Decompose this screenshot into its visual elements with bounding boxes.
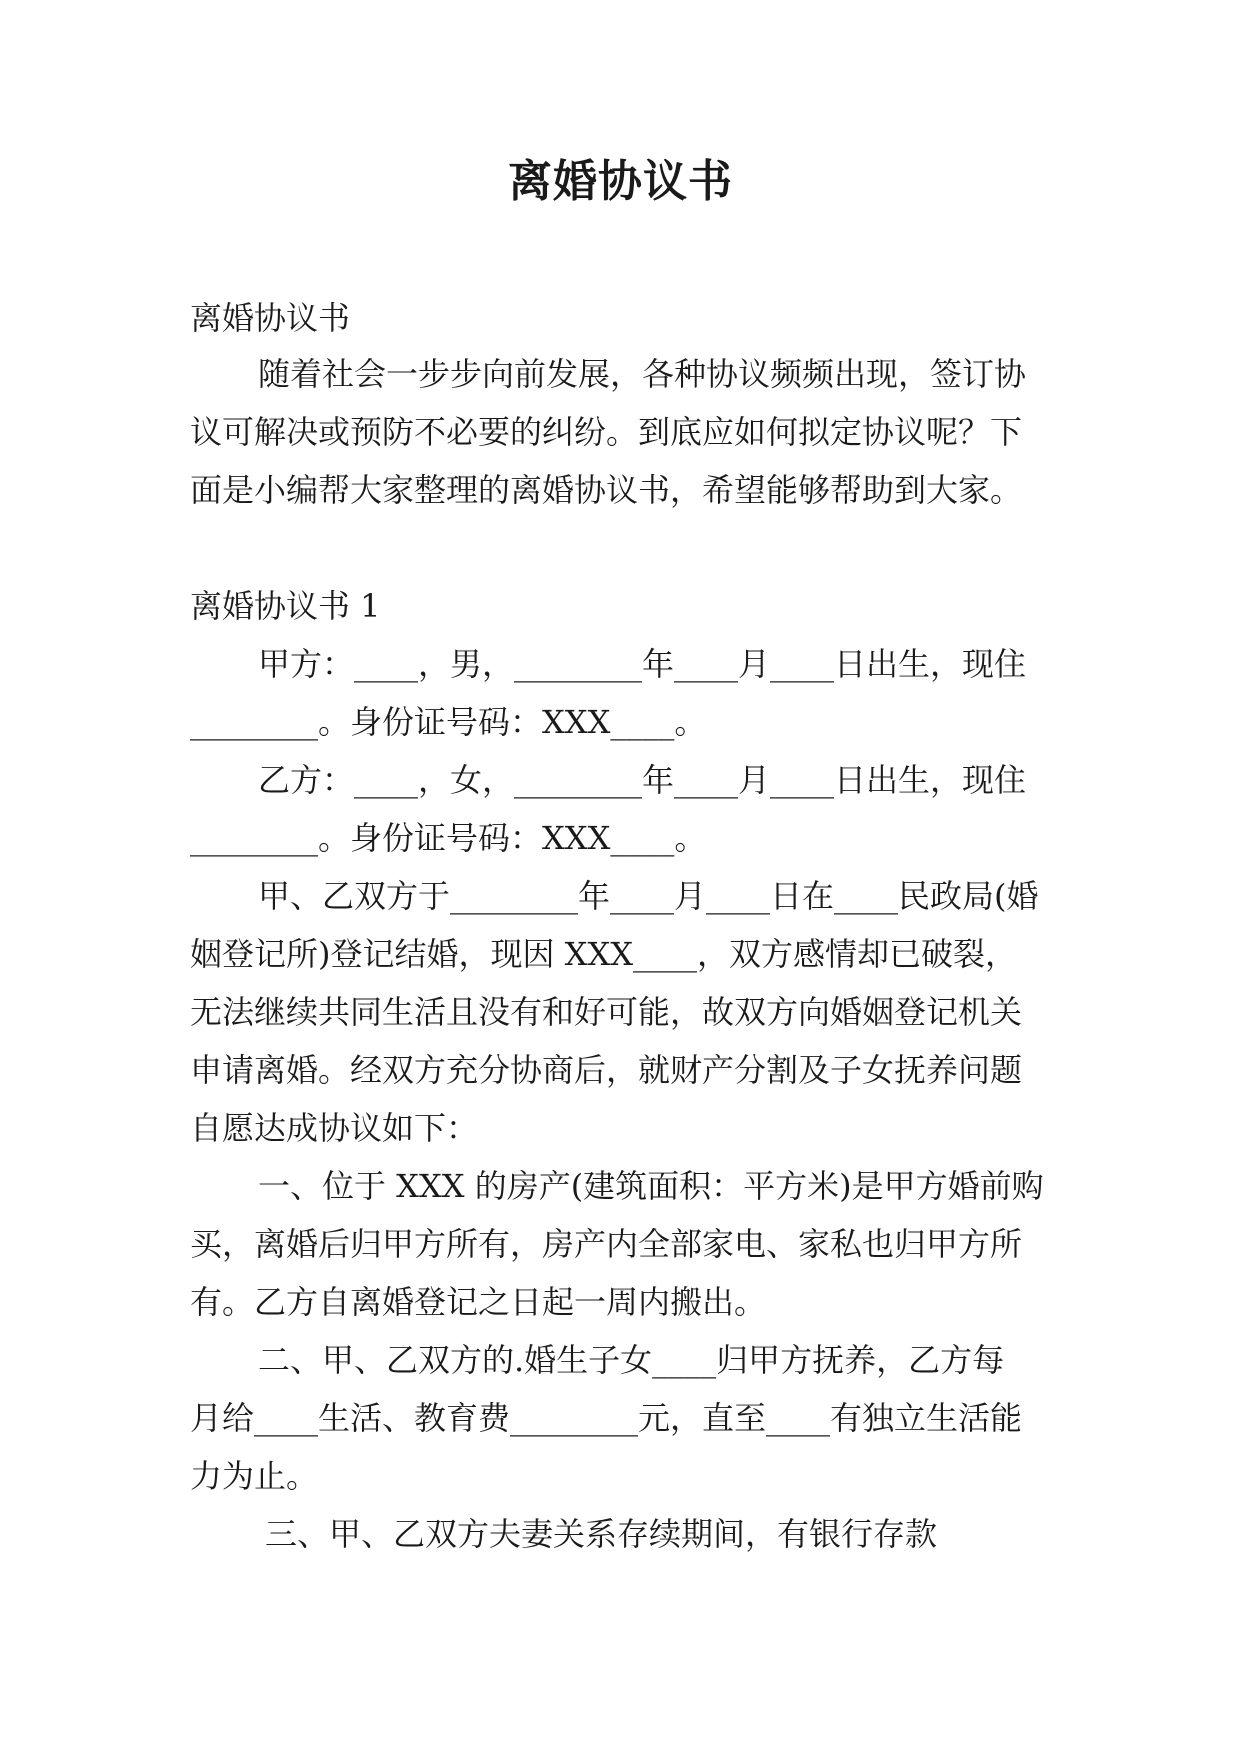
text-line: 三、甲、乙双方夫妻关系存续期间，有银行存款 [265, 1515, 938, 1553]
text-line: 面是小编帮大家整理的离婚协议书，希望能够帮助到大家。 [190, 471, 1023, 509]
text-line: 离婚协议书 1 [190, 587, 381, 625]
document-title: 离婚协议书 [508, 156, 733, 207]
text-line: 申请离婚。经双方充分协商后，就财产分割及子女抚养问题 [190, 1051, 1023, 1089]
text-line: ________。身份证号码：XXX____。 [190, 703, 707, 741]
text-line: 随着社会一步步向前发展，各种协议频频出现，签订协 [258, 355, 1027, 393]
text-line: 二、甲、乙双方的.婚生子女____归甲方抚养，乙方每 [258, 1341, 1005, 1379]
text-line: 议可解决或预防不必要的纠纷。到底应如何拟定协议呢？下 [190, 413, 1023, 451]
text-line: 无法继续共同生活且没有和好可能，故双方向婚姻登记机关 [190, 993, 1023, 1031]
text-line: 力为止。 [190, 1457, 319, 1495]
text-line: 甲方：____，男，________年____月____日出生，现住 [258, 645, 1027, 683]
text-line: 月给____生活、教育费________元，直至____有独立生活能 [190, 1399, 1023, 1437]
text-line: 离婚协议书 [190, 299, 351, 337]
text-line: ________。身份证号码：XXX____。 [190, 819, 707, 857]
text-line: 有。乙方自离婚登记之日起一周内搬出。 [190, 1283, 767, 1321]
text-line: 姻登记所)登记结婚，现因 XXX____，双方感情却已破裂， [190, 935, 1018, 973]
text-line: 乙方：____，女，________年____月____日出生，现住 [258, 761, 1027, 799]
text-line: 买，离婚后归甲方所有，房产内全部家电、家私也归甲方所 [190, 1225, 1023, 1263]
text-line: 一、位于 XXX 的房产(建筑面积：平方米)是甲方婚前购 [258, 1167, 1044, 1205]
text-line: 甲、乙双方于________年____月____日在____民政局(婚 [258, 877, 1039, 915]
text-line: 自愿达成协议如下： [190, 1109, 479, 1147]
